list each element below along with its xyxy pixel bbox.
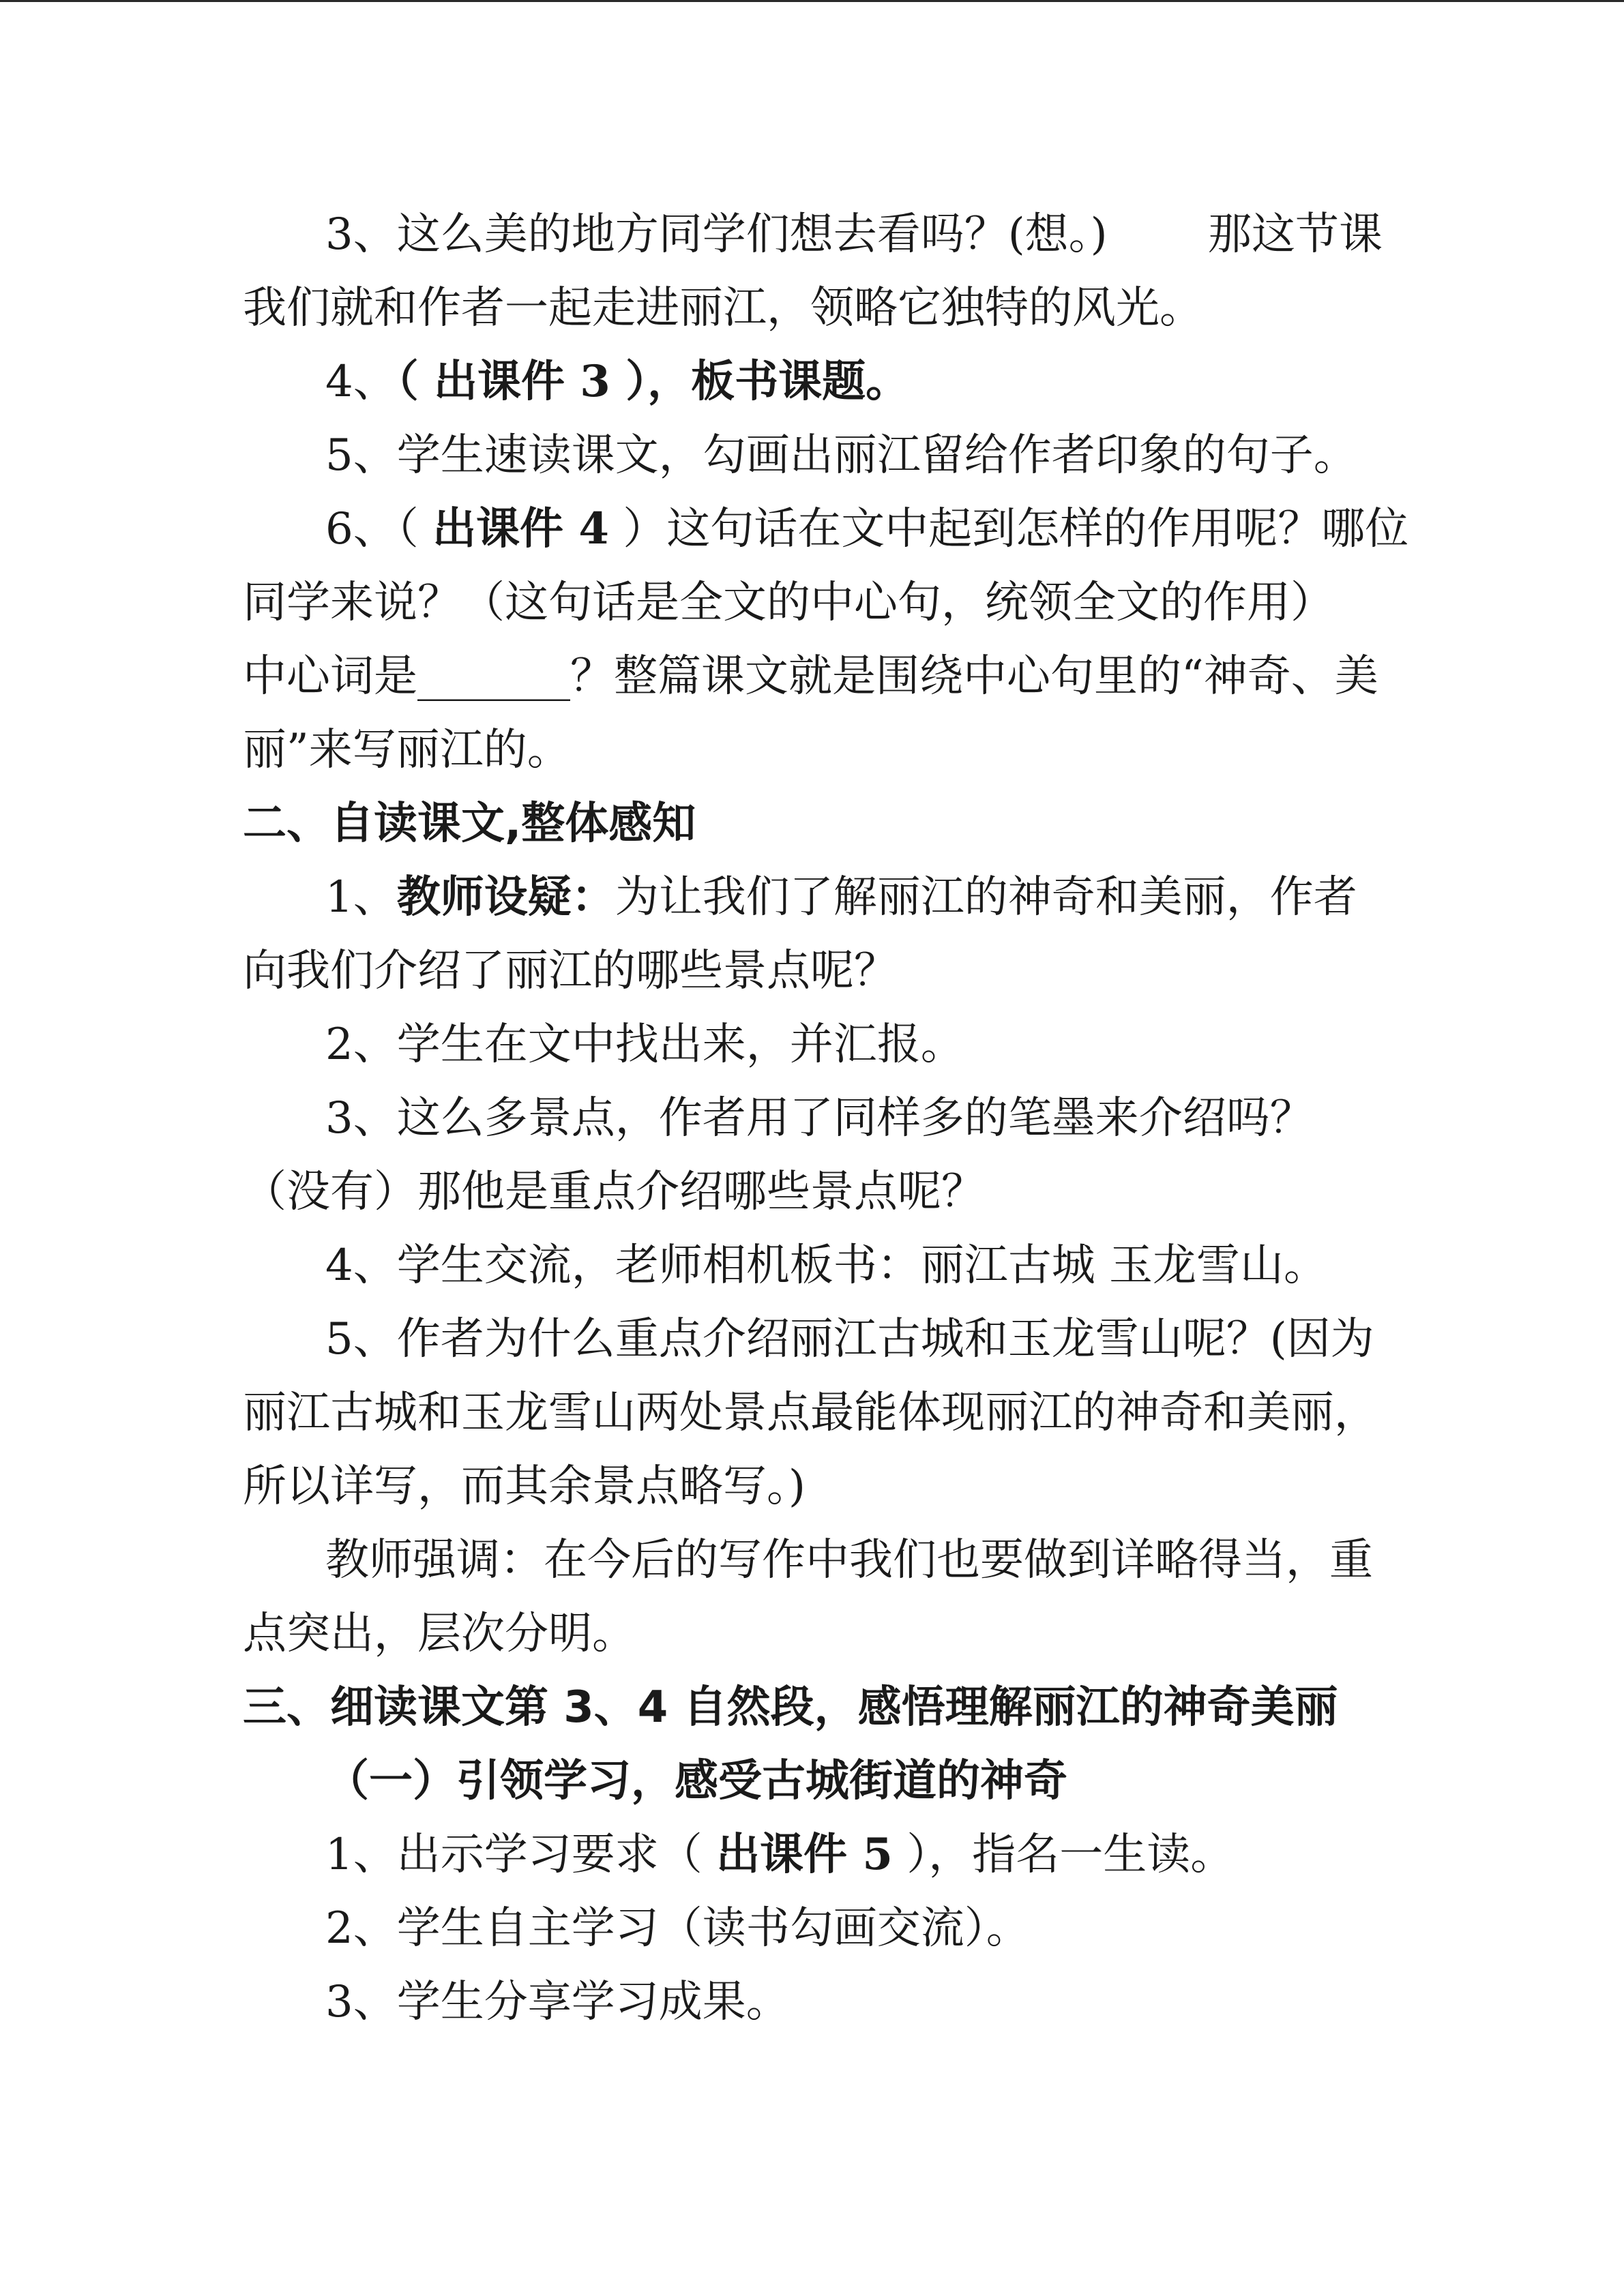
section-2-item-1-label: 教师设疑： [396,871,615,923]
lead-in-item-3-tail: 那这节课 [1208,209,1383,260]
subsection-1-item-2: 2、学生自主学习（读书勾画交流）。 [325,1903,1030,1954]
lead-in-item-4-number: 4、 [325,357,397,407]
subsection-1-item-3: 3、学生分享学习成果。 [325,1977,790,2027]
section-2-item-3-line-2: （没有）那他是重点介绍哪些景点呢？ [243,1167,985,1217]
lead-in-item-3-line-1 [243,198,1383,271]
teacher-note-line-1: 教师强调：在今后的写作中我们也要做到详略得当，重 [325,1535,1373,1585]
section-2-item-1-text: 为让我们了解丽江的神奇和美丽，作者 [615,872,1357,923]
lead-in-item-6-line-2: 同学来说？（这句话是全文的中心句，统领全文的作用） [243,578,1334,628]
section-2-item-5-line-1: 5、作者为什么重点介绍丽江古城和玉龙雪山呢？(因为 [325,1314,1374,1365]
section-2-item-1-number: 1、 [325,872,397,923]
lead-in-item-3-line-2: 我们就和作者一起走进丽江，领略它独特的风光。 [243,283,1203,333]
section-2-heading: 二、自读课文,整体感知 [243,799,696,849]
subsection-1-heading: （一）引领学习，感受古城街道的神奇 [325,1756,1067,1806]
page-top-edge [0,0,1624,2]
subsection-1-item-1-suffix: ），指名一生读。 [892,1830,1235,1880]
lead-in-item-6-suffix: ）这句话在文中起到怎样的作用呢？哪位 [608,504,1409,554]
lead-in-item-4-instruction: （ 出课件 3 ），板书课题。 [396,356,910,407]
section-2-item-5-line-3: 所以详写，而其余景点略写。) [243,1461,806,1512]
lead-in-item-4 [243,345,1383,419]
section-2-item-5-line-2: 丽江古城和玉龙雪山两处景点最能体现丽江的神奇和美丽， [243,1388,1378,1438]
lead-in-item-6-line-4: 丽”来写丽江的。 [243,725,571,775]
courseware-4-label: 出课件 4 [432,503,609,554]
section-2-item-1-line-2: 向我们介绍了丽江的哪些景点呢？ [243,946,898,996]
lead-in-item-6-prefix: 6、（ [325,504,433,554]
section-2-item-3-line-1: 3、这么多景点，作者用了同样多的笔墨来介绍吗？ [325,1093,1314,1144]
lesson-plan-body [243,198,1409,2039]
subsection-1-item-1 [243,1818,1383,1892]
section-2-item-2: 2、学生在文中找出来，并汇报。 [325,1019,964,1070]
courseware-5-label: 出课件 5 [716,1829,893,1880]
section-3-heading: 三、细读课文第 3、4 自然段，感悟理解丽江的神奇美丽 [243,1682,1338,1733]
section-2-item-1-line-1 [243,861,1383,934]
lead-in-item-6-line-1 [243,492,1409,566]
section-2-item-4: 4、学生交流，老师相机板书：丽江古城 玉龙雪山。 [325,1240,1328,1291]
lead-in-item-5: 5、学生速读课文，勾画出丽江留给作者印象的句子。 [325,430,1357,481]
teacher-note-line-2: 点突出，层次分明。 [243,1609,636,1659]
lead-in-item-6-line-3: 中心词是_______？整篇课文就是围绕中心句里的“神奇、美 [243,651,1378,702]
lead-in-item-3-question: 3、这么美的地方同学们想去看吗？(想。) [325,209,1108,260]
subsection-1-item-1-prefix: 1、出示学习要求（ [325,1830,717,1880]
